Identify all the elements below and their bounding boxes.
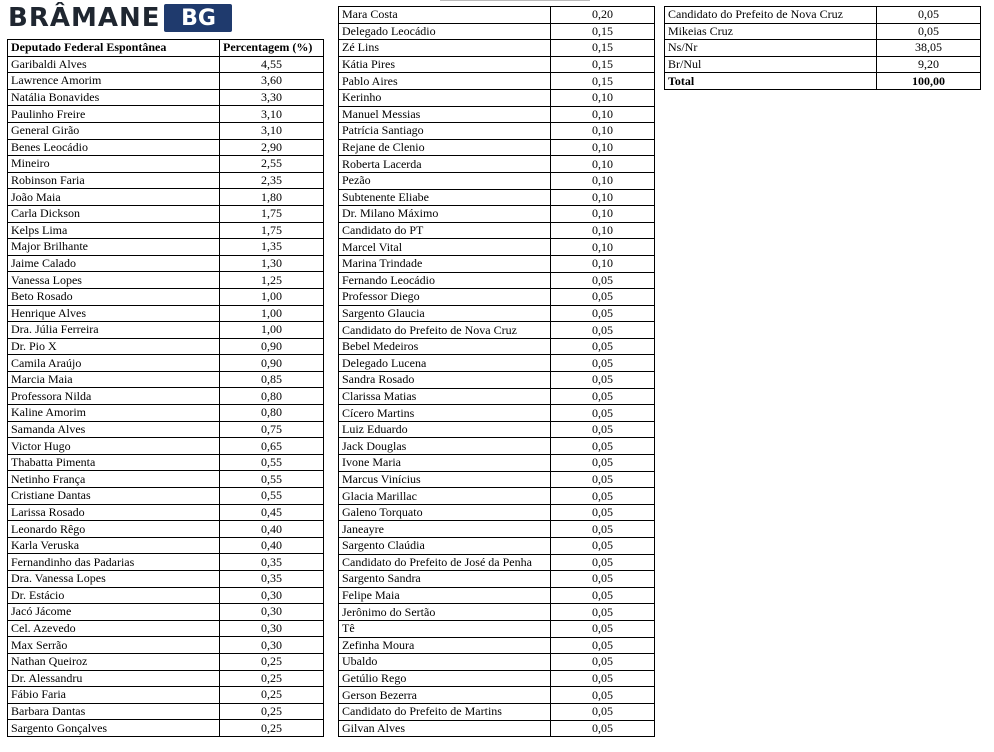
percentage-value: 1,00 [220, 305, 324, 322]
percentage-value: 0,10 [551, 255, 655, 272]
candidate-name: Lawrence Amorim [8, 73, 220, 90]
table-row [8, 405, 324, 422]
percentage-value: 0,35 [220, 554, 324, 571]
percentage-value: 1,25 [220, 272, 324, 289]
percentage-value: 1,75 [220, 205, 324, 222]
candidate-name: Ubaldo [339, 654, 551, 671]
table-row [339, 7, 655, 24]
candidate-name: Barbara Dantas [8, 703, 220, 720]
percentage-value: 0,05 [551, 272, 655, 289]
percentage-value: 0,10 [551, 123, 655, 140]
candidate-name: Delegado Lucena [339, 355, 551, 372]
candidate-name: Fernando Leocádio [339, 272, 551, 289]
table-row [8, 106, 324, 123]
header-percentage: Percentagem (%) [220, 40, 324, 57]
table-row [339, 172, 655, 189]
logo-text: BRÂMANE [8, 3, 161, 33]
candidate-name: Cristiane Dantas [8, 488, 220, 505]
table-row [339, 239, 655, 256]
candidate-name: Netinho França [8, 471, 220, 488]
candidate-name: Candidato do Prefeito de Nova Cruz [665, 7, 877, 24]
percentage-value: 0,05 [551, 388, 655, 405]
candidate-name: Luiz Eduardo [339, 421, 551, 438]
percentage-value: 0,05 [551, 438, 655, 455]
candidate-name: Cel. Azevedo [8, 620, 220, 637]
table-row [8, 703, 324, 720]
table-row [339, 388, 655, 405]
candidate-name: Marcel Vital [339, 239, 551, 256]
table-row [8, 653, 324, 670]
table-row [8, 156, 324, 173]
percentage-value: 0,15 [551, 23, 655, 40]
candidate-name: Gerson Bezerra [339, 687, 551, 704]
deputado-table-part-1 [7, 39, 324, 737]
table-row [8, 139, 324, 156]
table-row [339, 156, 655, 173]
candidate-name: Natália Bonavides [8, 89, 220, 106]
percentage-value: 3,60 [220, 73, 324, 90]
table-row [8, 338, 324, 355]
table-row [339, 56, 655, 73]
percentage-value: 0,05 [551, 703, 655, 720]
percentage-value: 1,00 [220, 288, 324, 305]
candidate-name: Vanessa Lopes [8, 272, 220, 289]
candidate-name: Jack Douglas [339, 438, 551, 455]
table-row [8, 305, 324, 322]
table-row [339, 554, 655, 571]
candidate-name: Benes Leocádio [8, 139, 220, 156]
percentage-value: 0,10 [551, 239, 655, 256]
table-row [8, 122, 324, 139]
table-row [8, 189, 324, 206]
candidate-name: Pablo Aires [339, 73, 551, 90]
table-row [339, 106, 655, 123]
percentage-value: 0,05 [551, 355, 655, 372]
percentage-value: 0,55 [220, 454, 324, 471]
table-row [339, 272, 655, 289]
table-row [665, 7, 981, 24]
table-row [339, 637, 655, 654]
percentage-value: 0,90 [220, 338, 324, 355]
table-row [8, 670, 324, 687]
table-row [339, 471, 655, 488]
candidate-name: Dr. Estácio [8, 587, 220, 604]
candidate-name: Jerônimo do Sertão [339, 604, 551, 621]
percentage-value: 2,55 [220, 156, 324, 173]
deputado-table-part-3 [664, 6, 981, 90]
percentage-value: 0,05 [551, 305, 655, 322]
candidate-name: Victor Hugo [8, 438, 220, 455]
table-row [8, 620, 324, 637]
table-row [339, 504, 655, 521]
percentage-value: 0,10 [551, 156, 655, 173]
candidate-name: Clarissa Matias [339, 388, 551, 405]
candidate-name: Roberta Lacerda [339, 156, 551, 173]
percentage-value: 0,05 [551, 670, 655, 687]
candidate-name: Tê [339, 620, 551, 637]
table-row [339, 720, 655, 737]
percentage-value: 0,05 [551, 587, 655, 604]
percentage-value: 0,10 [551, 222, 655, 239]
table-row [8, 521, 324, 538]
percentage-value: 0,05 [551, 455, 655, 472]
percentage-value: 0,05 [877, 23, 981, 40]
table-row [8, 172, 324, 189]
percentage-value: 0,05 [551, 720, 655, 737]
percentage-value: 0,15 [551, 73, 655, 90]
table-row [339, 206, 655, 223]
logo-badge: BG [164, 4, 232, 32]
candidate-name: Fábio Faria [8, 687, 220, 704]
table-row [8, 637, 324, 654]
total-value: 100,00 [877, 73, 981, 90]
candidate-name: Galeno Torquato [339, 504, 551, 521]
candidate-name: Mara Costa [339, 7, 551, 24]
percentage-value: 1,35 [220, 239, 324, 256]
candidate-name: Camila Araújo [8, 355, 220, 372]
candidate-name: Candidato do Prefeito de José da Penha [339, 554, 551, 571]
percentage-value: 0,30 [220, 637, 324, 654]
percentage-value: 0,05 [551, 322, 655, 339]
table-row [339, 488, 655, 505]
percentage-value: 0,25 [220, 720, 324, 737]
table-row [8, 571, 324, 588]
candidate-name: Leonardo Rêgo [8, 521, 220, 538]
candidate-name: Ivone Maria [339, 455, 551, 472]
percentage-value: 0,20 [551, 7, 655, 24]
table-row [339, 538, 655, 555]
candidate-name: Henrique Alves [8, 305, 220, 322]
percentage-value: 0,80 [220, 388, 324, 405]
percentage-value: 0,10 [551, 172, 655, 189]
percentage-value: 0,05 [551, 604, 655, 621]
table-row [339, 687, 655, 704]
percentage-value: 0,75 [220, 421, 324, 438]
table-row [665, 23, 981, 40]
candidate-name: Garibaldi Alves [8, 56, 220, 73]
table-row [8, 554, 324, 571]
percentage-value: 0,05 [551, 421, 655, 438]
percentage-value: 3,30 [220, 89, 324, 106]
percentage-value: 0,05 [551, 488, 655, 505]
candidate-name: Felipe Maia [339, 587, 551, 604]
table-row [339, 620, 655, 637]
table-row [8, 488, 324, 505]
candidate-name: Zefinha Moura [339, 637, 551, 654]
candidate-name: Mikeias Cruz [665, 23, 877, 40]
table-row [8, 205, 324, 222]
candidate-name: Pezão [339, 172, 551, 189]
percentage-value: 0,05 [551, 554, 655, 571]
percentage-value: 0,10 [551, 89, 655, 106]
table-row [8, 239, 324, 256]
candidate-name: Patrícia Santiago [339, 123, 551, 140]
candidate-name: Robinson Faria [8, 172, 220, 189]
percentage-value: 0,25 [220, 670, 324, 687]
table-row [339, 355, 655, 372]
percentage-value: 0,25 [220, 703, 324, 720]
candidate-name: Dr. Milano Máximo [339, 206, 551, 223]
table-row [8, 421, 324, 438]
candidate-name: Kaline Amorim [8, 405, 220, 422]
percentage-value: 0,05 [551, 471, 655, 488]
table-row [339, 222, 655, 239]
candidate-name: Gilvan Alves [339, 720, 551, 737]
table-row [8, 56, 324, 73]
table-row [339, 189, 655, 206]
table-row [339, 338, 655, 355]
percentage-value: 0,80 [220, 405, 324, 422]
candidate-name: General Girão [8, 122, 220, 139]
percentage-value: 0,05 [551, 289, 655, 306]
table-row [339, 289, 655, 306]
percentage-value: 9,20 [877, 56, 981, 73]
candidate-name: Marina Trindade [339, 255, 551, 272]
table-header-row [8, 40, 324, 57]
percentage-value: 0,05 [551, 571, 655, 588]
percentage-value: 0,55 [220, 471, 324, 488]
percentage-value: 1,30 [220, 255, 324, 272]
percentage-value: 3,10 [220, 122, 324, 139]
table-row [8, 272, 324, 289]
candidate-name: Major Brilhante [8, 239, 220, 256]
candidate-name: Delegado Leocádio [339, 23, 551, 40]
candidate-name: Glacia Marillac [339, 488, 551, 505]
table-row [339, 123, 655, 140]
candidate-name: Subtenente Eliabe [339, 189, 551, 206]
percentage-value: 0,35 [220, 571, 324, 588]
candidate-name: Thabatta Pimenta [8, 454, 220, 471]
candidate-name: Janeayre [339, 521, 551, 538]
candidate-name: Fernandinho das Padarias [8, 554, 220, 571]
table-row [339, 703, 655, 720]
candidate-name: Dr. Pio X [8, 338, 220, 355]
table-row [8, 438, 324, 455]
table-row [339, 521, 655, 538]
table-row [339, 372, 655, 389]
percentage-value: 3,10 [220, 106, 324, 123]
candidate-name: Marcia Maia [8, 371, 220, 388]
percentage-value: 0,10 [551, 189, 655, 206]
table-row [8, 222, 324, 239]
candidate-name: Sargento Gonçalves [8, 720, 220, 737]
table-row [339, 654, 655, 671]
deputado-table-part-2 [338, 6, 655, 737]
candidate-name: Rejane de Clenio [339, 139, 551, 156]
candidate-name: Sargento Claúdia [339, 538, 551, 555]
table-row [8, 322, 324, 339]
table-row [8, 355, 324, 372]
candidate-name: Beto Rosado [8, 288, 220, 305]
candidate-name: João Maia [8, 189, 220, 206]
table-row [339, 587, 655, 604]
table-row [339, 255, 655, 272]
percentage-value: 0,10 [551, 139, 655, 156]
table-row [339, 421, 655, 438]
percentage-value: 0,05 [551, 620, 655, 637]
table-row [8, 89, 324, 106]
percentage-value: 0,15 [551, 40, 655, 57]
table-row [8, 504, 324, 521]
header-candidate: Deputado Federal Espontânea [8, 40, 220, 57]
percentage-value: 1,75 [220, 222, 324, 239]
candidate-name: Dra. Vanessa Lopes [8, 571, 220, 588]
candidate-name: Ns/Nr [665, 40, 877, 57]
percentage-value: 0,30 [220, 620, 324, 637]
percentage-value: 0,90 [220, 355, 324, 372]
candidate-name: Samanda Alves [8, 421, 220, 438]
candidate-name: Manuel Messias [339, 106, 551, 123]
candidate-name: Dra. Júlia Ferreira [8, 322, 220, 339]
candidate-name: Cícero Martins [339, 405, 551, 422]
candidate-name: Karla Veruska [8, 537, 220, 554]
table-row [8, 255, 324, 272]
percentage-value: 0,05 [551, 405, 655, 422]
candidate-name: Candidato do Prefeito de Martins [339, 703, 551, 720]
candidate-name: Professora Nilda [8, 388, 220, 405]
table-row [8, 720, 324, 737]
percentage-value: 0,45 [220, 504, 324, 521]
candidate-name: Kerinho [339, 89, 551, 106]
table-row [339, 23, 655, 40]
table-row [339, 139, 655, 156]
candidate-name: Jacó Jácome [8, 604, 220, 621]
table-row [8, 471, 324, 488]
percentage-value: 0,55 [220, 488, 324, 505]
table-row [8, 537, 324, 554]
candidate-name: Kátia Pires [339, 56, 551, 73]
percentage-value: 0,05 [551, 521, 655, 538]
percentage-value: 4,55 [220, 56, 324, 73]
percentage-value: 0,30 [220, 587, 324, 604]
table-row [8, 687, 324, 704]
percentage-value: 2,90 [220, 139, 324, 156]
table-row [339, 305, 655, 322]
candidate-name: Sandra Rosado [339, 372, 551, 389]
top-divider [440, 0, 590, 1]
total-label: Total [665, 73, 877, 90]
candidate-name: Sargento Glaucia [339, 305, 551, 322]
bramane-bg-logo [8, 3, 232, 33]
candidate-name: Jaime Calado [8, 255, 220, 272]
candidate-name: Professor Diego [339, 289, 551, 306]
percentage-value: 0,10 [551, 206, 655, 223]
candidate-name: Getúlio Rego [339, 670, 551, 687]
table-row [8, 388, 324, 405]
percentage-value: 2,35 [220, 172, 324, 189]
table-row [339, 438, 655, 455]
percentage-value: 0,05 [551, 687, 655, 704]
candidate-name: Max Serrão [8, 637, 220, 654]
table-row [8, 604, 324, 621]
percentage-value: 0,85 [220, 371, 324, 388]
table-row [339, 571, 655, 588]
percentage-value: 0,10 [551, 106, 655, 123]
percentage-value: 0,15 [551, 56, 655, 73]
candidate-name: Nathan Queiroz [8, 653, 220, 670]
percentage-value: 38,05 [877, 40, 981, 57]
table-row [339, 405, 655, 422]
candidate-name: Sargento Sandra [339, 571, 551, 588]
percentage-value: 0,40 [220, 537, 324, 554]
candidate-name: Candidato do PT [339, 222, 551, 239]
percentage-value: 0,05 [551, 538, 655, 555]
table-row [339, 73, 655, 90]
percentage-value: 0,40 [220, 521, 324, 538]
candidate-name: Br/Nul [665, 56, 877, 73]
percentage-value: 0,25 [220, 653, 324, 670]
table-row [8, 587, 324, 604]
candidate-name: Paulinho Freire [8, 106, 220, 123]
percentage-value: 0,05 [877, 7, 981, 24]
percentage-value: 0,05 [551, 504, 655, 521]
candidate-name: Marcus Vinícius [339, 471, 551, 488]
candidate-name: Kelps Lima [8, 222, 220, 239]
percentage-value: 0,05 [551, 338, 655, 355]
table-row [8, 73, 324, 90]
table-row [339, 604, 655, 621]
table-row [8, 454, 324, 471]
percentage-value: 0,05 [551, 372, 655, 389]
candidate-name: Candidato do Prefeito de Nova Cruz [339, 322, 551, 339]
table-row [339, 89, 655, 106]
candidate-name: Dr. Alessandru [8, 670, 220, 687]
candidate-name: Carla Dickson [8, 205, 220, 222]
candidate-name: Zé Lins [339, 40, 551, 57]
percentage-value: 0,25 [220, 687, 324, 704]
table-row [339, 455, 655, 472]
table-row [339, 670, 655, 687]
percentage-value: 0,30 [220, 604, 324, 621]
total-row [665, 73, 981, 90]
table-row [665, 56, 981, 73]
percentage-value: 0,65 [220, 438, 324, 455]
candidate-name: Larissa Rosado [8, 504, 220, 521]
table-row [339, 40, 655, 57]
percentage-value: 1,00 [220, 322, 324, 339]
percentage-value: 0,05 [551, 637, 655, 654]
table-row [8, 288, 324, 305]
table-row [8, 371, 324, 388]
percentage-value: 0,05 [551, 654, 655, 671]
table-row [665, 40, 981, 57]
candidate-name: Bebel Medeiros [339, 338, 551, 355]
table-row [339, 322, 655, 339]
candidate-name: Mineiro [8, 156, 220, 173]
percentage-value: 1,80 [220, 189, 324, 206]
